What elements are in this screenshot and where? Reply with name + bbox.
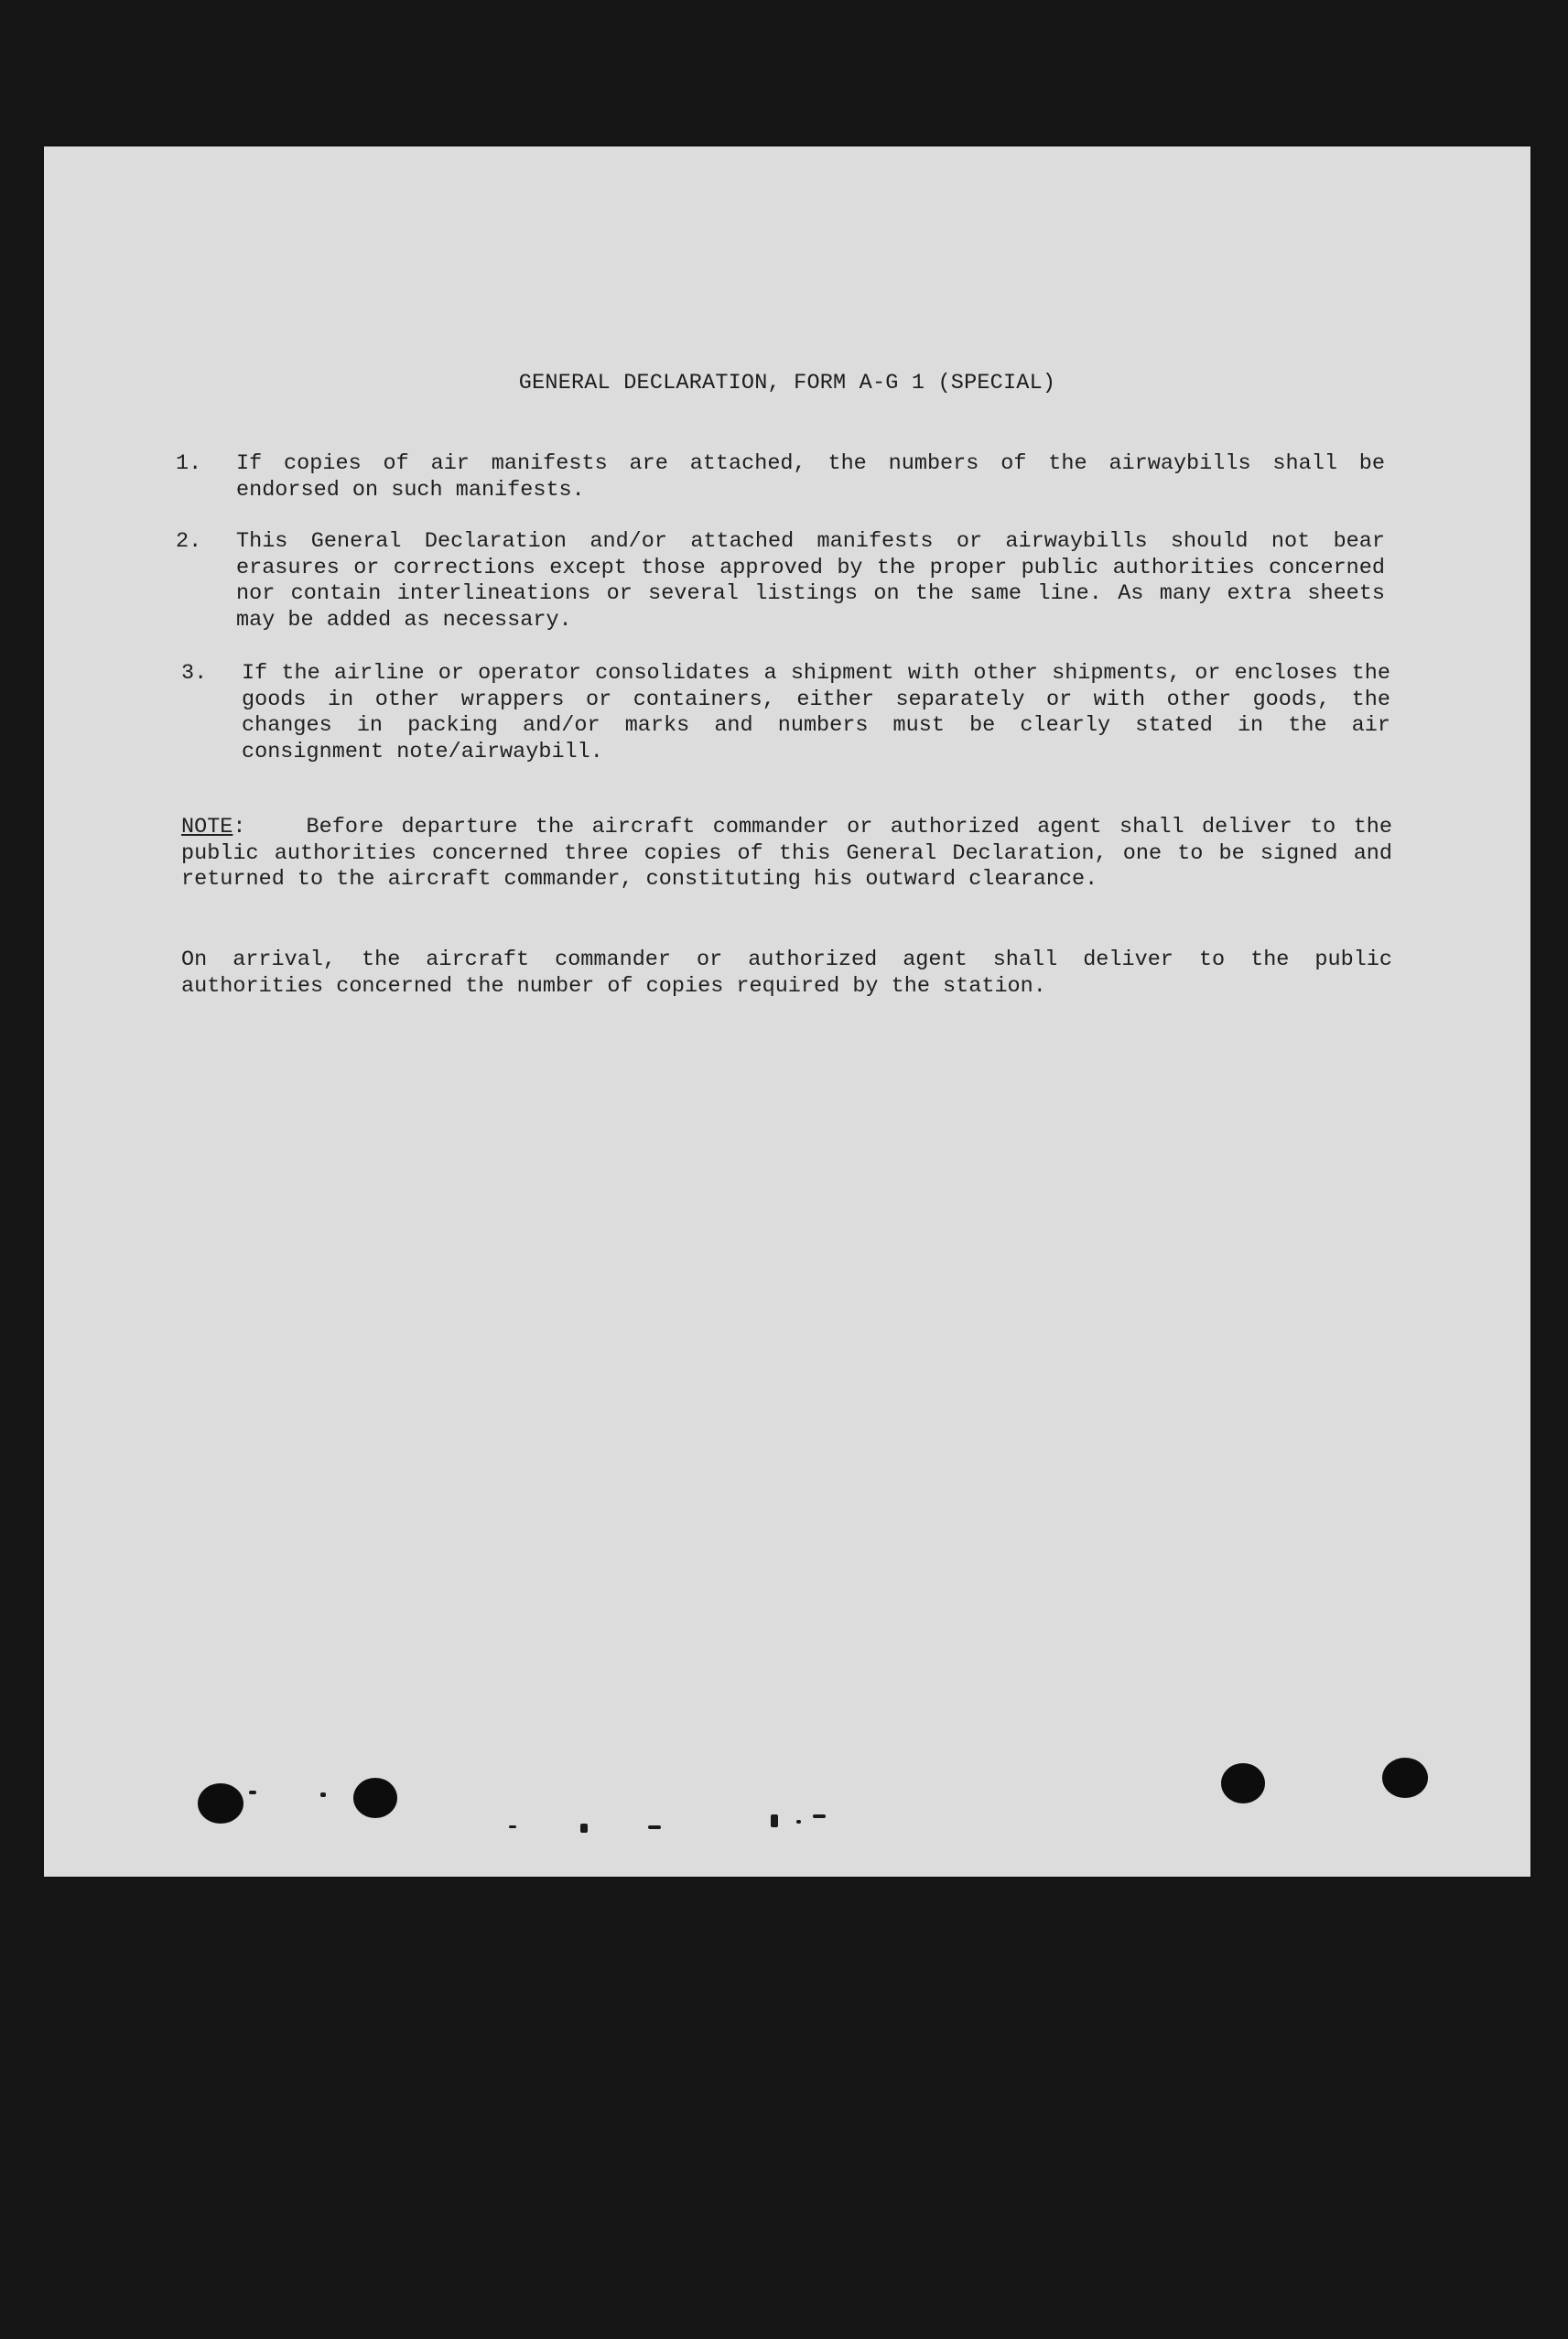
note-label: NOTE bbox=[181, 815, 233, 839]
arrival-paragraph: On arrival, the aircraft commander or authorized agent shall deliver to the public authorities concerned the number of copies required by the station. bbox=[181, 948, 1392, 999]
item-text: This General Declaration and/or attached manifests or airwaybills should not bear erasures or corrections except those approved by the proper public authorities concerned nor contain interlineations or several listings on the same line. As many extra sheets may be added as necessary. bbox=[236, 529, 1385, 633]
item-number: 3. bbox=[181, 661, 208, 686]
punch-hole-right-1 bbox=[1221, 1763, 1265, 1803]
item-text: If copies of air manifests are attached, the numbers of the airwaybills shall be endorsed on such manifests. bbox=[236, 451, 1385, 503]
speck-mark bbox=[320, 1792, 326, 1797]
speck-mark bbox=[580, 1824, 588, 1833]
speck-mark bbox=[813, 1814, 826, 1818]
speck-mark bbox=[509, 1825, 516, 1828]
note-text: Before departure the aircraft commander or authorized agent shall deliver to the public authorities concerned three copies of this General Declaration, one to be signed and returned to the aircraft commander, constituting his outward clearance. bbox=[181, 815, 1392, 892]
speck-mark bbox=[648, 1825, 661, 1829]
punch-hole-left-2 bbox=[353, 1778, 397, 1818]
note-separator: : bbox=[232, 815, 246, 839]
item-number: 1. bbox=[176, 451, 202, 476]
item-text: If the airline or operator consolidates a shipment with other shipments, or encloses the goods in other wrappers or containers, either separately or with other goods, the changes in packing and/or marks and numbers must be clearly stated in the air consignment note/airwaybill. bbox=[242, 661, 1390, 764]
punch-hole-right-2 bbox=[1382, 1758, 1428, 1798]
document-page bbox=[44, 146, 1530, 1877]
punch-hole-left-1 bbox=[198, 1783, 243, 1824]
item-number: 2. bbox=[176, 529, 202, 554]
speck-mark bbox=[771, 1814, 778, 1827]
note-paragraph bbox=[181, 815, 1392, 893]
document-heading: GENERAL DECLARATION, FORM A-G 1 (SPECIAL) bbox=[518, 371, 1056, 395]
speck-mark bbox=[249, 1791, 256, 1794]
speck-mark bbox=[796, 1820, 801, 1824]
